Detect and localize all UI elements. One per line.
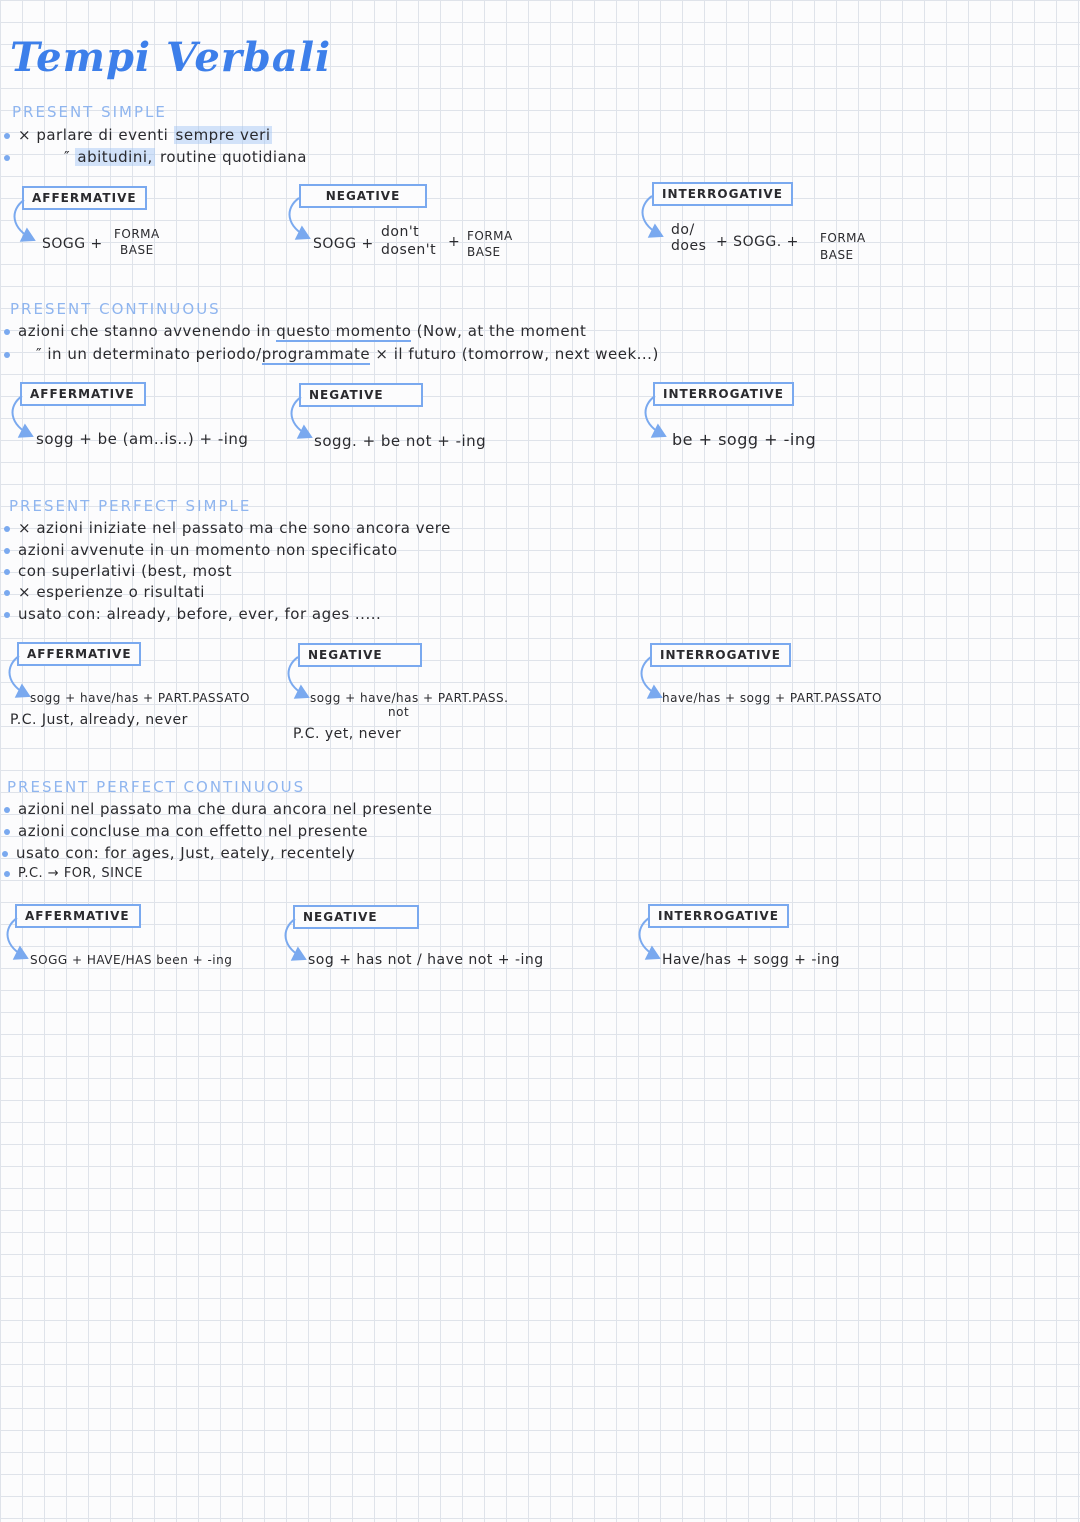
bullet (4, 612, 10, 618)
present-continuous-line-2: ″ in un determinato periodo/programmate × il futuro (tomorrow, next week...) (4, 345, 659, 363)
present-perfect-simple-affirmative-formula: sogg + have/has + PART.PASSATO (30, 691, 250, 705)
present-simple-line-2: ″ abitudini, routine quotidiana (4, 148, 307, 166)
present-simple-interrogative-box: INTERROGATIVE (652, 182, 793, 206)
present-simple-affirmative-base-form: FORMA BASE (114, 227, 160, 257)
present-perfect-continuous-negative-box: NEGATIVE (293, 905, 419, 929)
bullet (4, 569, 10, 575)
bullet (4, 155, 10, 161)
present-perfect-continuous-line-3: usato con: for ages, Just, eately, recentely (2, 844, 355, 862)
arrow-icon (636, 192, 676, 248)
present-perfect-continuous-line-4: P.C. → FOR, SINCE (4, 866, 143, 881)
present-simple-negative-box: NEGATIVE (299, 184, 427, 208)
page-title: Tempi Verbali (10, 34, 332, 81)
bullet (4, 807, 10, 813)
present-perfect-simple-interrogative-formula: have/has + sogg + PART.PASSATO (662, 691, 882, 705)
present-simple-negative-subject: SOGG + (313, 236, 374, 252)
present-perfect-continuous-line-1: azioni nel passato ma che dura ancora nel presente (4, 800, 433, 818)
present-continuous-interrogative-formula: be + sogg + -ing (672, 430, 817, 449)
present-perfect-simple-affirmative-box: AFFERMATIVE (17, 642, 141, 666)
present-perfect-simple-negative-markers: P.C. yet, never (293, 726, 402, 742)
bullet (4, 526, 10, 532)
present-simple-negative-auxiliary: don't dosen't (381, 224, 437, 258)
present-simple-affirmative-subject: SOGG + (42, 236, 103, 252)
present-continuous-negative-formula: sogg. + be not + -ing (314, 432, 487, 450)
bullet (4, 548, 10, 554)
present-perfect-continuous-interrogative-box: INTERROGATIVE (648, 904, 789, 928)
present-perfect-simple-negative-formula: sogg + have/has + PART.PASS. (310, 691, 509, 705)
present-perfect-simple-line-4: × esperienze o risultati (4, 583, 205, 601)
present-simple-heading: PRESENT SIMPLE (12, 103, 167, 121)
present-perfect-simple-interrogative-box: INTERROGATIVE (650, 643, 791, 667)
present-perfect-simple-line-1: × azioni iniziate nel passato ma che sono ancora vere (4, 519, 451, 537)
present-continuous-affirmative-box: AFFERMATIVE (20, 382, 146, 406)
bullet (2, 851, 8, 857)
present-perfect-continuous-negative-formula: sog + has not / have not + -ing (308, 952, 544, 968)
present-continuous-line-1: azioni che stanno avvenendo in questo momento (Now, at the moment (4, 322, 586, 340)
present-simple-negative-base-form: FORMA BASE (467, 229, 513, 259)
present-perfect-continuous-affirmative-formula: SOGG + HAVE/HAS been + -ing (30, 953, 233, 967)
present-simple-interrogative-subject: + SOGG. + (716, 234, 799, 250)
present-simple-line-1: × parlare di eventi sempre veri (4, 126, 272, 144)
present-perfect-continuous-heading: PRESENT PERFECT CONTINUOUS (7, 778, 306, 796)
present-perfect-simple-negative-box: NEGATIVE (298, 643, 422, 667)
present-continuous-negative-box: NEGATIVE (299, 383, 423, 407)
present-perfect-simple-heading: PRESENT PERFECT SIMPLE (9, 497, 252, 515)
bullet (4, 871, 10, 877)
present-simple-interrogative-auxiliary: do/ does (671, 222, 707, 254)
present-continuous-affirmative-formula: sogg + be (am..is..) + -ing (36, 430, 249, 448)
present-simple-affirmative-box: AFFERMATIVE (22, 186, 147, 210)
present-perfect-simple-line-5: usato con: already, before, ever, for ages ..... (4, 605, 381, 623)
present-perfect-simple-affirmative-markers: P.C. Just, already, never (10, 712, 188, 728)
present-continuous-interrogative-box: INTERROGATIVE (653, 382, 794, 406)
present-continuous-heading: PRESENT CONTINUOUS (10, 300, 221, 318)
bullet (4, 829, 10, 835)
bullet (4, 590, 10, 596)
present-perfect-continuous-interrogative-formula: Have/has + sogg + -ing (662, 952, 841, 968)
present-perfect-continuous-line-2: azioni concluse ma con effetto nel presente (4, 822, 368, 840)
present-simple-negative-plus: + (448, 234, 461, 250)
bullet (4, 329, 10, 335)
present-perfect-simple-line-2: azioni avvenute in un momento non specificato (4, 541, 398, 559)
bullet (4, 133, 10, 139)
bullet (4, 352, 10, 358)
present-perfect-simple-negative-not: not (388, 705, 410, 719)
present-perfect-simple-line-3: con superlativi (best, most (4, 562, 232, 580)
present-perfect-continuous-affirmative-box: AFFERMATIVE (15, 904, 141, 928)
present-simple-interrogative-base-form: FORMA BASE (820, 231, 866, 262)
